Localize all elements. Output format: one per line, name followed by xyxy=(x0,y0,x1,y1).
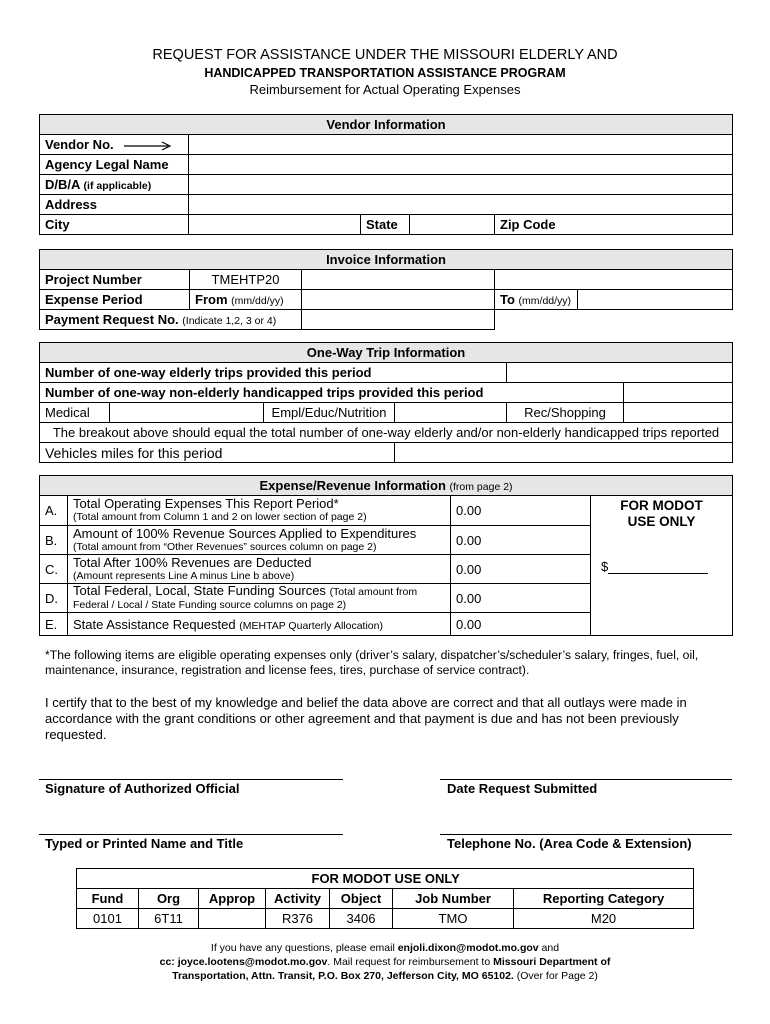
row-e-letter: E. xyxy=(40,613,68,636)
form-subtitle: Reimbursement for Actual Operating Expenses xyxy=(249,82,521,97)
miles-field[interactable] xyxy=(395,443,733,463)
col-object: Object xyxy=(330,889,393,909)
form-title-line2: HANDICAPPED TRANSPORTATION ASSISTANCE PROGRAM xyxy=(204,66,566,80)
val-reporting-category: M20 xyxy=(514,909,694,929)
invoice-heading: Invoice Information xyxy=(40,250,733,270)
rec-field[interactable] xyxy=(624,403,733,423)
from-label: From (mm/dd/yy) xyxy=(190,290,302,310)
footer-line2: cc: joyce.lootens@modot.mo.gov. Mail request for reimbursement to Missouri Department of xyxy=(159,956,611,968)
name-line[interactable] xyxy=(39,834,343,835)
val-fund: 0101 xyxy=(77,909,139,929)
col-reporting-category: Reporting Category xyxy=(514,889,694,909)
col-fund: Fund xyxy=(77,889,139,909)
certification-text: I certify that to the best of my knowledge and belief the data above are correct and that all outlays were made in accordance with the grant conditions or other agreement and that payment is due and has not been previously requested. xyxy=(45,695,687,742)
project-value: TMEHTP20 xyxy=(190,270,302,290)
date-label: Date Request Submitted xyxy=(447,781,598,796)
agency-field[interactable] xyxy=(189,155,733,175)
city-label: City xyxy=(40,215,189,235)
expense-table xyxy=(39,475,733,636)
name-label: Typed or Printed Name and Title xyxy=(45,836,244,851)
modot-corner xyxy=(77,869,330,889)
row-c-desc: Total After 100% Revenues are Deducted (Amount represents Line A minus Line b above) xyxy=(68,555,451,584)
modot-table xyxy=(76,868,694,929)
empl-field[interactable] xyxy=(395,403,507,423)
footer xyxy=(0,941,770,983)
medical-field[interactable] xyxy=(110,403,264,423)
phone-line[interactable] xyxy=(440,834,732,835)
to-field[interactable] xyxy=(578,290,733,310)
state-field[interactable] xyxy=(410,215,495,235)
payment-field[interactable] xyxy=(302,310,495,330)
row-b-value[interactable]: 0.00 xyxy=(451,526,591,555)
arrow-right-icon xyxy=(124,141,172,151)
row-d-desc: Total Federal, Local, State Funding Sources (Total amount from Federal / Local / State Funding source columns on page 2) xyxy=(68,584,451,613)
val-org: 6T11 xyxy=(139,909,199,929)
rec-label: Rec/Shopping xyxy=(507,403,624,423)
from-field[interactable] xyxy=(302,290,495,310)
row-a-letter: A. xyxy=(40,496,68,526)
contact-email[interactable]: enjoli.dixon@modot.mo.gov xyxy=(397,942,539,954)
to-label: To (mm/dd/yy) xyxy=(495,290,578,310)
row-c-letter: C. xyxy=(40,555,68,584)
invoice-table xyxy=(39,249,733,330)
row-d-letter: D. xyxy=(40,584,68,613)
signature-line[interactable] xyxy=(39,779,343,780)
footer-line1: If you have any questions, please email enjoli.dixon@modot.mo.gov and xyxy=(210,942,560,954)
payment-blank xyxy=(495,310,733,330)
phone-label: Telephone No. (Area Code & Extension) xyxy=(447,836,692,851)
row-e-value[interactable]: 0.00 xyxy=(451,613,591,636)
dba-label: D/B/A (if applicable) xyxy=(40,175,189,195)
nonelderly-trips-label: Number of one-way non-elderly handicapped trips provided this period xyxy=(40,383,624,403)
project-label: Project Number xyxy=(40,270,190,290)
empl-label: Empl/Educ/Nutrition xyxy=(264,403,395,423)
modot-use-box xyxy=(591,496,733,636)
col-job-number: Job Number xyxy=(393,889,514,909)
expense-heading: Expense/Revenue Information (from page 2) xyxy=(40,476,733,496)
row-c-value[interactable]: 0.00 xyxy=(451,555,591,584)
col-approp: Approp xyxy=(199,889,266,909)
row-a-desc: Total Operating Expenses This Report Period* (Total amount from Column 1 and 2 on lower section of page 2) xyxy=(68,496,451,526)
trips-table xyxy=(39,342,733,463)
modot-heading: FOR MODOT USE ONLY xyxy=(330,869,694,889)
row-d-value[interactable]: 0.00 xyxy=(451,584,591,613)
footer-line3: Transportation, Attn. Transit, P.O. Box 270, Jefferson City, MO 65102. (Over for Page 2) xyxy=(172,970,598,982)
trips-note: The breakout above should equal the total number of one-way elderly and/or non-elderly handicapped trips reported xyxy=(40,423,733,443)
val-job-number: TMO xyxy=(393,909,514,929)
date-line[interactable] xyxy=(440,779,732,780)
val-activity: R376 xyxy=(266,909,330,929)
elderly-trips-label: Number of one-way elderly trips provided this period xyxy=(40,363,507,383)
city-field[interactable] xyxy=(189,215,361,235)
vendor-table xyxy=(39,114,733,235)
vendor-no-field[interactable] xyxy=(189,135,733,155)
col-activity: Activity xyxy=(266,889,330,909)
expense-footnote: *The following items are eligible operating expenses only (driver’s salary, dispatcher’s/scheduler’s salary, fringes, fuel, oil, maintenance, insurance, registration and license fees, tires, purchase of service contract). xyxy=(45,648,699,677)
val-approp[interactable] xyxy=(199,909,266,929)
row-b-desc: Amount of 100% Revenue Sources Applied to Expenditures (Total amount from “Other Revenues” sources column on page 2) xyxy=(68,526,451,555)
period-label: Expense Period xyxy=(40,290,190,310)
project-spacer xyxy=(302,270,495,290)
signature-label: Signature of Authorized Official xyxy=(45,781,240,796)
nonelderly-trips-field[interactable] xyxy=(624,383,733,403)
address-label: Address xyxy=(40,195,189,215)
state-label: State xyxy=(361,215,410,235)
dba-field[interactable] xyxy=(189,175,733,195)
cc-email[interactable]: cc: joyce.lootens@modot.mo.gov xyxy=(159,956,328,968)
zip-label: Zip Code xyxy=(495,215,733,235)
agency-label: Agency Legal Name xyxy=(40,155,189,175)
modot-use-label: FOR MODOT USE ONLY xyxy=(620,498,703,529)
trips-heading: One-Way Trip Information xyxy=(40,343,733,363)
vendor-no-label: Vendor No. xyxy=(40,135,189,155)
project-extra xyxy=(495,270,733,290)
row-a-value[interactable]: 0.00 xyxy=(451,496,591,526)
miles-label: Vehicles miles for this period xyxy=(40,443,395,463)
address-field[interactable] xyxy=(189,195,733,215)
form-title-line1: REQUEST FOR ASSISTANCE UNDER THE MISSOURI ELDERLY AND xyxy=(152,47,618,63)
row-e-desc: State Assistance Requested (MEHTAP Quarterly Allocation) xyxy=(68,613,451,636)
col-org: Org xyxy=(139,889,199,909)
vendor-heading: Vendor Information xyxy=(40,115,733,135)
medical-label: Medical xyxy=(40,403,110,423)
row-b-letter: B. xyxy=(40,526,68,555)
elderly-trips-field[interactable] xyxy=(507,363,733,383)
payment-label: Payment Request No. (Indicate 1,2, 3 or 4) xyxy=(40,310,302,330)
modot-dollar-line[interactable]: $ xyxy=(591,559,732,574)
val-object: 3406 xyxy=(330,909,393,929)
